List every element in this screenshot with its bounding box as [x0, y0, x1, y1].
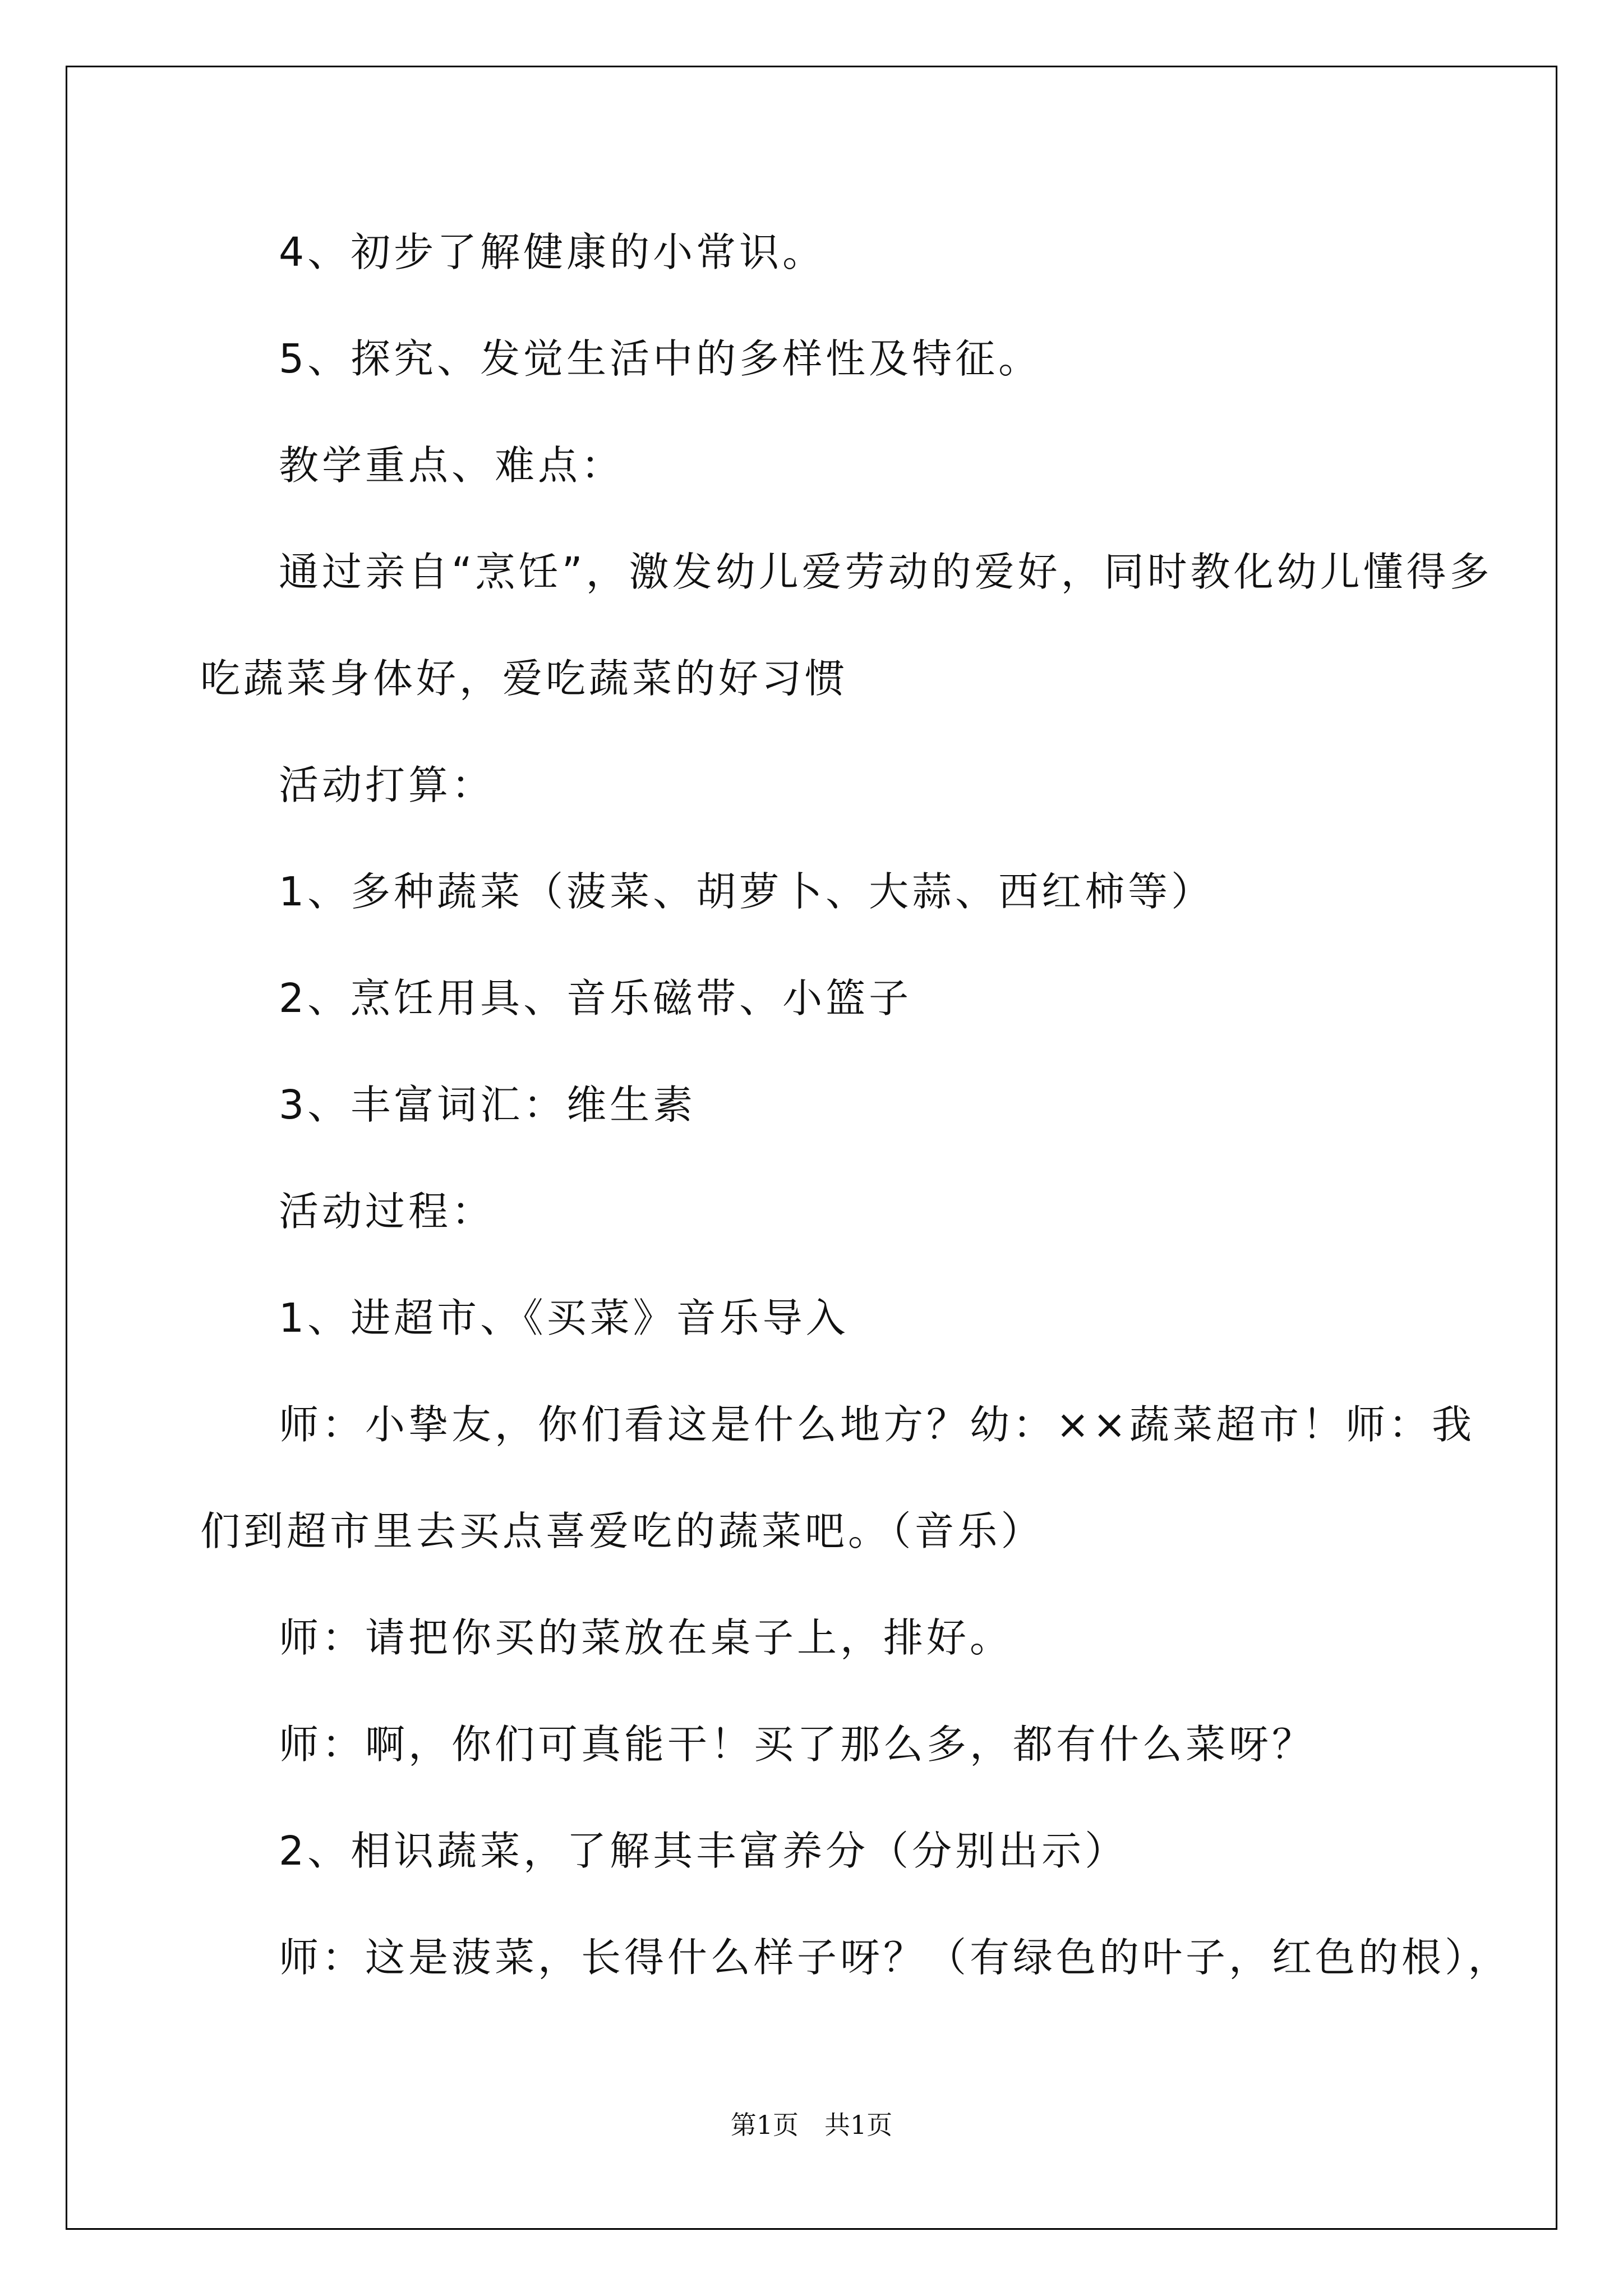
heading-key-points: 教学重点、难点：: [279, 442, 625, 489]
paragraph-key-points-line-2: 吃蔬菜身体好，爱吃蔬菜的好习惯: [200, 655, 849, 702]
paragraph-key-points-line-1: 通过亲自“烹饪”，激发幼儿爱劳动的爱好，同时教化幼儿懂得多: [279, 549, 1493, 595]
paragraph-preparation-3: 3、丰富词汇：维生素: [279, 1082, 697, 1128]
paragraph-objective-4: 4、初步了解健康的小常识。: [279, 229, 826, 275]
heading-preparation: 活动打算：: [279, 762, 495, 808]
paragraph-objective-5: 5、探究、发觉生活中的多样性及特征。: [279, 335, 1042, 382]
paragraph-dialogue-4: 师：这是菠菜，长得什么样子呀？（有绿色的叶子，红色的根），: [279, 1934, 1511, 1981]
paragraph-dialogue-1-line-2: 们到超市里去买点喜爱吃的蔬菜吧。（音乐）: [200, 1508, 1044, 1554]
paragraph-preparation-2: 2、烹饪用具、音乐磁带、小篮子: [279, 975, 912, 1022]
paragraph-process-2: 2、相识蔬菜，了解其丰富养分（分别出示）: [279, 1828, 1128, 1874]
paragraph-process-1: 1、进超市、《买菜》音乐导入: [279, 1295, 849, 1341]
paragraph-dialogue-1-line-1: 师：小挚友，你们看这是什么地方？幼：××蔬菜超市！师：我: [279, 1401, 1475, 1448]
paragraph-dialogue-2: 师：请把你买的菜放在桌子上，排好。: [279, 1614, 1013, 1661]
page-number-footer: 第1页 共1页: [730, 2110, 893, 2140]
page-border: [66, 66, 1557, 2230]
paragraph-dialogue-3: 师：啊，你们可真能干！买了那么多，都有什么菜呀？: [279, 1721, 1316, 1768]
heading-activity-process: 活动过程：: [279, 1188, 495, 1235]
paragraph-preparation-1: 1、多种蔬菜（菠菜、胡萝卜、大蒜、西红柿等）: [279, 868, 1215, 915]
